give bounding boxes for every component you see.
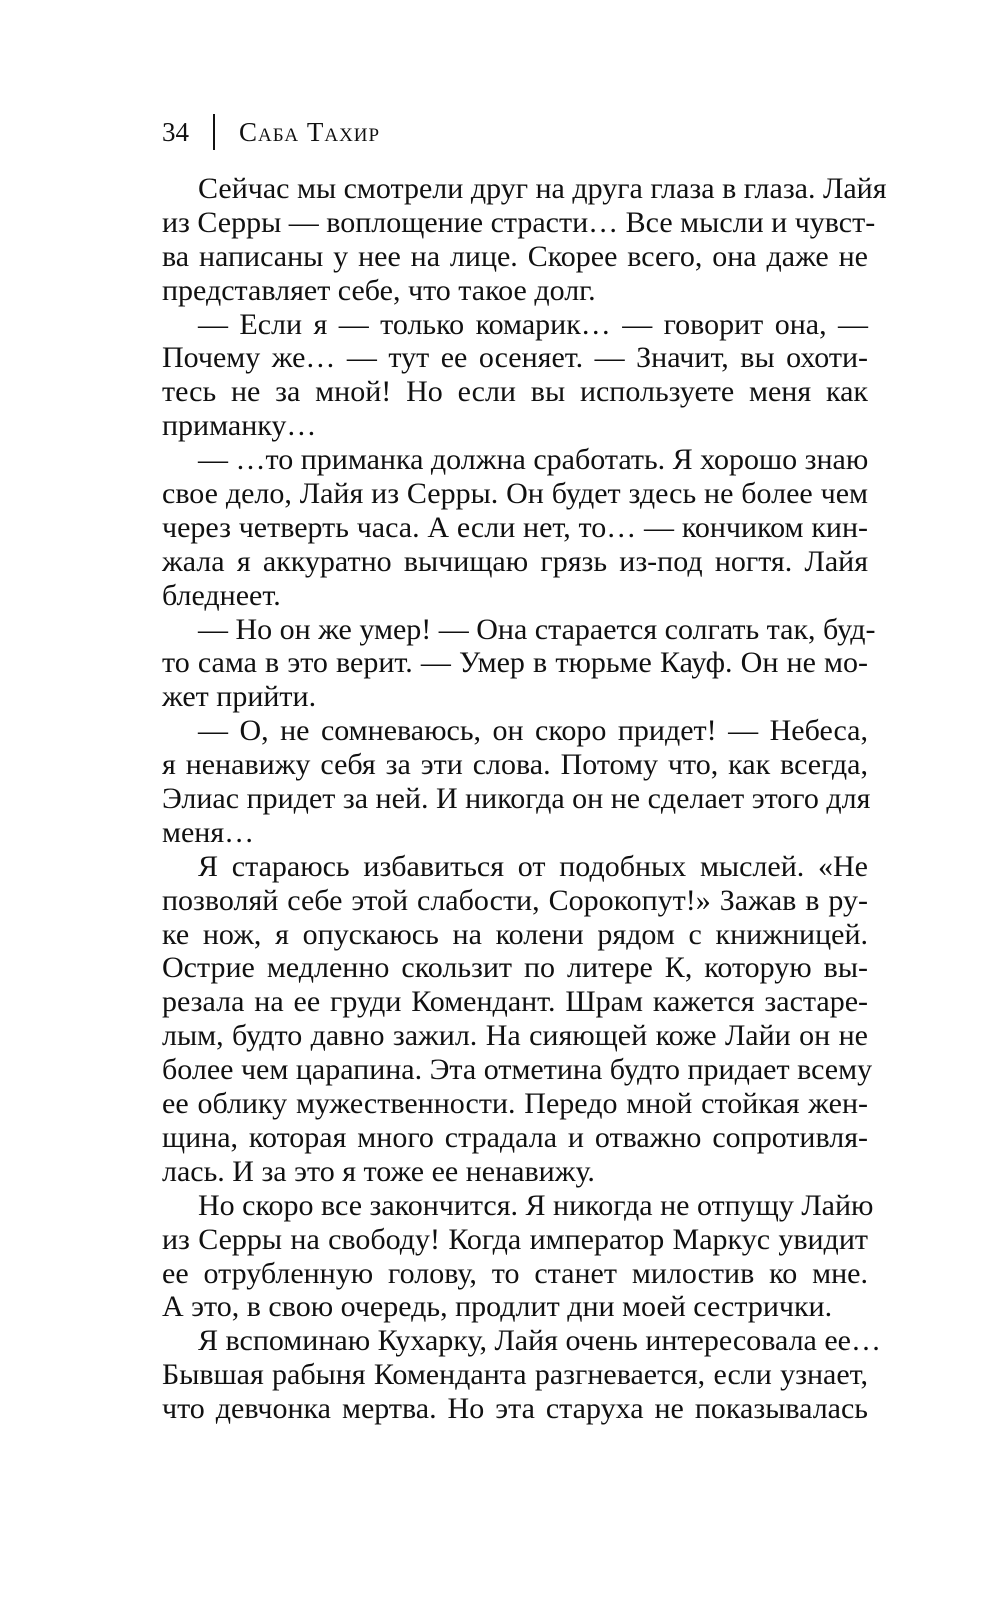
text-line: Я вспоминаю Кухарку, Лайя очень интересовала ее… xyxy=(198,1324,881,1358)
text-line: Сейчас мы смотрели друг на друга глаза в глаза. Лайя xyxy=(198,172,887,205)
text-line: что девчонка мертва. Но эта старуха не показывалась xyxy=(162,1392,868,1426)
text-line: лым, будто давно зажил. На сияющей коже Лайи он не xyxy=(162,1019,868,1053)
text-line: щина, которая много страдала и отважно сопротивля- xyxy=(162,1120,868,1154)
text-line: А это, в свою очередь, продлит дни моей сестрички. xyxy=(162,1290,833,1324)
text-line: — Но он же умер! — Она старается солгать так, буд- xyxy=(198,612,876,646)
text-line: — Если я — только комарик… — говорит она, — xyxy=(198,307,868,341)
text-line: жет прийти. xyxy=(162,680,317,714)
text-line: позволяй себе этой слабости, Сорокопут!» Зажав в ру- xyxy=(162,883,868,917)
text-line: — …то приманка должна сработать. Я хорошо знаю xyxy=(198,443,869,477)
text-line: резала на ее груди Комендант. Шрам кажется застаре- xyxy=(162,985,868,1019)
text-line: ке нож, я опускаюсь на колени рядом с книжницей. xyxy=(162,917,868,951)
text-line: Но скоро все закончится. Я никогда не отпущу Лайю xyxy=(198,1188,874,1222)
text-line: — О, не сомневаюсь, он скоро придет! — Небеса, xyxy=(198,714,868,748)
text-line: через четверть часа. А если нет, то… — кончиком кин- xyxy=(162,510,868,544)
text-line: то сама в это верит. — Умер в тюрьме Кауф. Он не мо- xyxy=(162,646,868,680)
text-line: меня… xyxy=(162,815,255,849)
text-line: тесь не за мной! Но если вы используете меня как xyxy=(162,375,868,409)
text-line: Острие медленно скользит по литере К, которую вы- xyxy=(162,951,868,985)
text-line: ее облику мужественности. Передо мной стойкая жен- xyxy=(162,1087,868,1121)
text-line: жала я аккуратно вычищаю грязь из-под ногтя. Лайя xyxy=(162,544,868,578)
text-line: из Серры на свободу! Когда император Маркус увидит xyxy=(162,1222,868,1256)
text-line: приманку… xyxy=(162,409,317,443)
text-line: Элиас придет за ней. И никогда он не сделает этого для xyxy=(162,782,871,816)
text-line: свое дело, Лайя из Серры. Он будет здесь не более чем xyxy=(162,477,868,511)
text-line: бледнеет. xyxy=(162,578,281,612)
text-line: Бывшая рабыня Коменданта разгневается, если узнает, xyxy=(162,1358,868,1392)
running-title: Саба Тахир xyxy=(239,116,381,147)
text-line: лась. И за это я тоже ее ненавижу. xyxy=(162,1154,595,1188)
text-line: я ненавижу себя за эти слова. Потому что, как всегда, xyxy=(162,748,868,782)
text-line: Я стараюсь избавиться от подобных мыслей. «Не xyxy=(198,849,868,883)
header-divider xyxy=(213,114,215,150)
page-number: 34 xyxy=(162,116,189,147)
text-line: Почему же… — тут ее осеняет. — Значит, вы охоти- xyxy=(162,341,868,375)
text-line: ее отрубленную голову, то станет милостив ко мне. xyxy=(162,1256,868,1290)
running-header xyxy=(162,112,380,152)
text-line: представляет себе, что такое долг. xyxy=(162,273,596,307)
text-line: ва написаны у нее на лице. Скорее всего, она даже не xyxy=(162,239,868,273)
text-line: из Серры — воплощение страсти… Все мысли и чувст- xyxy=(162,205,876,239)
body-text xyxy=(162,172,887,1426)
text-line: более чем царапина. Эта отметина будто придает всему xyxy=(162,1053,873,1087)
